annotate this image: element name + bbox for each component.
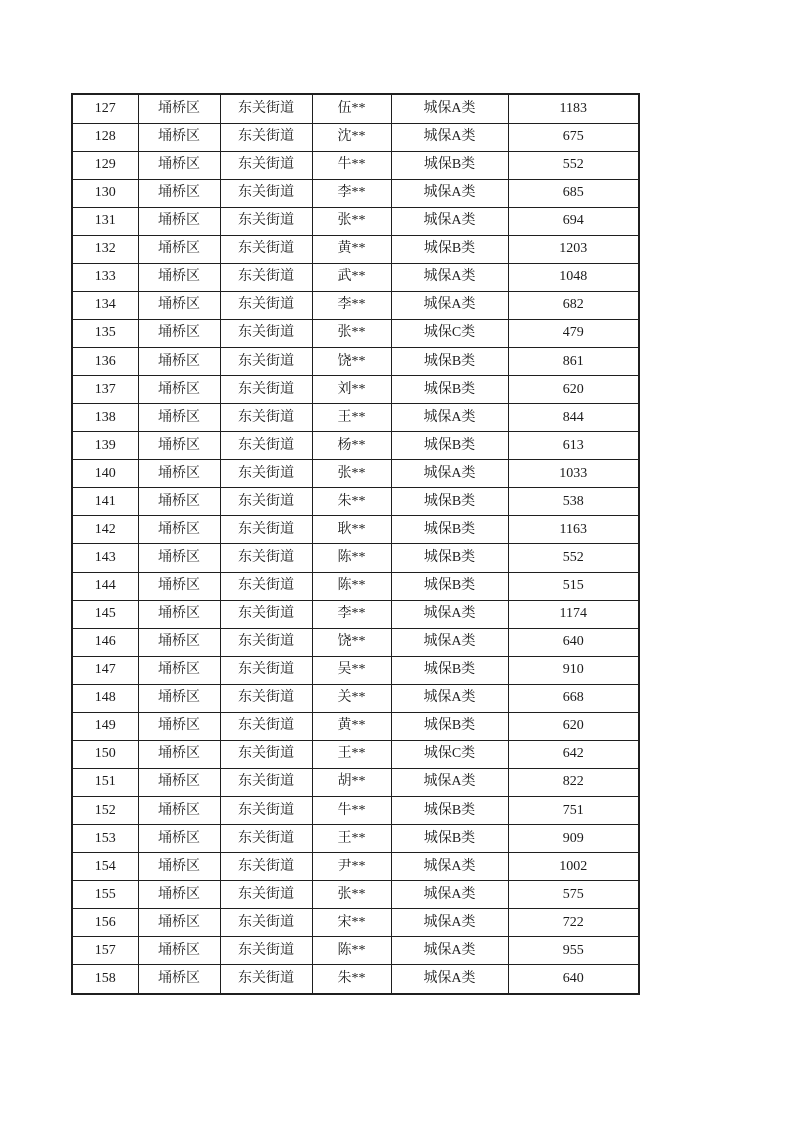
- cell-name: 牛**: [312, 797, 391, 825]
- cell-amount: 861: [508, 348, 639, 376]
- table-row: [72, 881, 639, 909]
- cell-index: 155: [72, 881, 138, 909]
- table-row: [72, 179, 639, 207]
- cell-street: 东关街道: [220, 572, 312, 600]
- cell-index: 132: [72, 235, 138, 263]
- cell-index: 156: [72, 909, 138, 937]
- cell-name: 宋**: [312, 909, 391, 937]
- cell-street: 东关街道: [220, 740, 312, 768]
- table-row: [72, 712, 639, 740]
- cell-amount: 620: [508, 376, 639, 404]
- cell-category: 城保B类: [391, 797, 508, 825]
- cell-amount: 910: [508, 656, 639, 684]
- cell-street: 东关街道: [220, 768, 312, 796]
- cell-category: 城保B类: [391, 656, 508, 684]
- cell-category: 城保A类: [391, 179, 508, 207]
- cell-index: 140: [72, 460, 138, 488]
- cell-name: 陈**: [312, 572, 391, 600]
- cell-index: 138: [72, 404, 138, 432]
- table-row: [72, 432, 639, 460]
- cell-street: 东关街道: [220, 853, 312, 881]
- cell-amount: 575: [508, 881, 639, 909]
- cell-amount: 822: [508, 768, 639, 796]
- cell-category: 城保B类: [391, 544, 508, 572]
- cell-name: 朱**: [312, 965, 391, 994]
- cell-index: 133: [72, 263, 138, 291]
- cell-index: 143: [72, 544, 138, 572]
- cell-amount: 640: [508, 628, 639, 656]
- cell-district: 埇桥区: [138, 404, 220, 432]
- cell-district: 埇桥区: [138, 207, 220, 235]
- cell-index: 158: [72, 965, 138, 994]
- cell-district: 埇桥区: [138, 797, 220, 825]
- cell-amount: 682: [508, 291, 639, 319]
- cell-street: 东关街道: [220, 348, 312, 376]
- cell-street: 东关街道: [220, 656, 312, 684]
- cell-street: 东关街道: [220, 488, 312, 516]
- cell-category: 城保B类: [391, 235, 508, 263]
- cell-district: 埇桥区: [138, 348, 220, 376]
- table-row: [72, 291, 639, 319]
- cell-index: 139: [72, 432, 138, 460]
- cell-street: 东关街道: [220, 544, 312, 572]
- cell-index: 128: [72, 123, 138, 151]
- cell-district: 埇桥区: [138, 600, 220, 628]
- cell-street: 东关街道: [220, 123, 312, 151]
- table-row: [72, 797, 639, 825]
- cell-category: 城保B类: [391, 376, 508, 404]
- cell-amount: 538: [508, 488, 639, 516]
- table-row: [72, 319, 639, 347]
- cell-street: 东关街道: [220, 881, 312, 909]
- table-row: [72, 965, 639, 994]
- cell-category: 城保B类: [391, 825, 508, 853]
- cell-district: 埇桥区: [138, 965, 220, 994]
- cell-category: 城保A类: [391, 881, 508, 909]
- table-row: [72, 825, 639, 853]
- cell-district: 埇桥区: [138, 684, 220, 712]
- cell-category: 城保B类: [391, 712, 508, 740]
- cell-amount: 751: [508, 797, 639, 825]
- cell-name: 吴**: [312, 656, 391, 684]
- cell-district: 埇桥区: [138, 291, 220, 319]
- cell-category: 城保A类: [391, 263, 508, 291]
- cell-street: 东关街道: [220, 376, 312, 404]
- roster-table-container: [71, 93, 640, 995]
- cell-index: 144: [72, 572, 138, 600]
- cell-street: 东关街道: [220, 684, 312, 712]
- cell-district: 埇桥区: [138, 516, 220, 544]
- cell-index: 152: [72, 797, 138, 825]
- cell-street: 东关街道: [220, 797, 312, 825]
- cell-name: 黄**: [312, 712, 391, 740]
- cell-name: 饶**: [312, 628, 391, 656]
- cell-amount: 515: [508, 572, 639, 600]
- table-row: [72, 628, 639, 656]
- table-row: [72, 600, 639, 628]
- cell-category: 城保B类: [391, 348, 508, 376]
- table-row: [72, 207, 639, 235]
- cell-street: 东关街道: [220, 179, 312, 207]
- cell-category: 城保B类: [391, 572, 508, 600]
- cell-street: 东关街道: [220, 712, 312, 740]
- cell-street: 东关街道: [220, 151, 312, 179]
- table-row: [72, 263, 639, 291]
- cell-district: 埇桥区: [138, 909, 220, 937]
- cell-name: 耿**: [312, 516, 391, 544]
- cell-amount: 675: [508, 123, 639, 151]
- cell-name: 张**: [312, 881, 391, 909]
- cell-district: 埇桥区: [138, 179, 220, 207]
- cell-name: 尹**: [312, 853, 391, 881]
- cell-name: 刘**: [312, 376, 391, 404]
- table-row: [72, 376, 639, 404]
- cell-index: 148: [72, 684, 138, 712]
- cell-district: 埇桥区: [138, 656, 220, 684]
- cell-index: 149: [72, 712, 138, 740]
- cell-district: 埇桥区: [138, 544, 220, 572]
- cell-index: 130: [72, 179, 138, 207]
- cell-index: 142: [72, 516, 138, 544]
- cell-district: 埇桥区: [138, 572, 220, 600]
- cell-index: 150: [72, 740, 138, 768]
- cell-category: 城保A类: [391, 909, 508, 937]
- cell-index: 134: [72, 291, 138, 319]
- cell-category: 城保A类: [391, 207, 508, 235]
- cell-amount: 844: [508, 404, 639, 432]
- cell-name: 杨**: [312, 432, 391, 460]
- benefit-roster-table: [71, 93, 640, 995]
- cell-index: 136: [72, 348, 138, 376]
- cell-amount: 1033: [508, 460, 639, 488]
- cell-name: 王**: [312, 825, 391, 853]
- cell-category: 城保A类: [391, 123, 508, 151]
- cell-category: 城保A类: [391, 937, 508, 965]
- table-row: [72, 516, 639, 544]
- table-row: [72, 94, 639, 123]
- cell-name: 黄**: [312, 235, 391, 263]
- table-row: [72, 684, 639, 712]
- cell-street: 东关街道: [220, 319, 312, 347]
- cell-district: 埇桥区: [138, 432, 220, 460]
- cell-amount: 620: [508, 712, 639, 740]
- cell-name: 饶**: [312, 348, 391, 376]
- cell-name: 胡**: [312, 768, 391, 796]
- cell-district: 埇桥区: [138, 853, 220, 881]
- cell-amount: 685: [508, 179, 639, 207]
- table-row: [72, 768, 639, 796]
- cell-amount: 640: [508, 965, 639, 994]
- cell-category: 城保A类: [391, 628, 508, 656]
- cell-category: 城保B类: [391, 151, 508, 179]
- cell-index: 153: [72, 825, 138, 853]
- cell-name: 张**: [312, 460, 391, 488]
- cell-category: 城保A类: [391, 94, 508, 123]
- cell-district: 埇桥区: [138, 768, 220, 796]
- cell-index: 154: [72, 853, 138, 881]
- cell-name: 李**: [312, 179, 391, 207]
- cell-category: 城保B类: [391, 432, 508, 460]
- table-row: [72, 235, 639, 263]
- cell-district: 埇桥区: [138, 263, 220, 291]
- cell-index: 147: [72, 656, 138, 684]
- table-row: [72, 123, 639, 151]
- cell-name: 张**: [312, 319, 391, 347]
- cell-district: 埇桥区: [138, 712, 220, 740]
- cell-district: 埇桥区: [138, 319, 220, 347]
- cell-amount: 552: [508, 151, 639, 179]
- cell-name: 武**: [312, 263, 391, 291]
- cell-street: 东关街道: [220, 460, 312, 488]
- cell-name: 伍**: [312, 94, 391, 123]
- cell-district: 埇桥区: [138, 94, 220, 123]
- table-row: [72, 404, 639, 432]
- cell-name: 李**: [312, 291, 391, 319]
- cell-street: 东关街道: [220, 207, 312, 235]
- table-row: [72, 460, 639, 488]
- cell-name: 沈**: [312, 123, 391, 151]
- cell-street: 东关街道: [220, 965, 312, 994]
- cell-street: 东关街道: [220, 235, 312, 263]
- cell-street: 东关街道: [220, 825, 312, 853]
- cell-street: 东关街道: [220, 291, 312, 319]
- cell-amount: 1174: [508, 600, 639, 628]
- cell-index: 157: [72, 937, 138, 965]
- cell-index: 145: [72, 600, 138, 628]
- cell-index: 146: [72, 628, 138, 656]
- cell-street: 东关街道: [220, 263, 312, 291]
- cell-amount: 642: [508, 740, 639, 768]
- cell-street: 东关街道: [220, 909, 312, 937]
- cell-category: 城保B类: [391, 488, 508, 516]
- table-row: [72, 909, 639, 937]
- cell-category: 城保A类: [391, 684, 508, 712]
- cell-amount: 694: [508, 207, 639, 235]
- cell-district: 埇桥区: [138, 460, 220, 488]
- cell-amount: 955: [508, 937, 639, 965]
- table-row: [72, 937, 639, 965]
- cell-district: 埇桥区: [138, 628, 220, 656]
- cell-district: 埇桥区: [138, 151, 220, 179]
- cell-name: 李**: [312, 600, 391, 628]
- cell-name: 陈**: [312, 544, 391, 572]
- cell-amount: 668: [508, 684, 639, 712]
- cell-name: 朱**: [312, 488, 391, 516]
- table-row: [72, 488, 639, 516]
- table-row: [72, 348, 639, 376]
- cell-index: 135: [72, 319, 138, 347]
- cell-index: 127: [72, 94, 138, 123]
- cell-street: 东关街道: [220, 516, 312, 544]
- cell-district: 埇桥区: [138, 740, 220, 768]
- cell-street: 东关街道: [220, 628, 312, 656]
- cell-amount: 1203: [508, 235, 639, 263]
- cell-category: 城保A类: [391, 404, 508, 432]
- cell-district: 埇桥区: [138, 825, 220, 853]
- cell-street: 东关街道: [220, 937, 312, 965]
- cell-district: 埇桥区: [138, 937, 220, 965]
- cell-index: 129: [72, 151, 138, 179]
- table-row: [72, 740, 639, 768]
- cell-amount: 1163: [508, 516, 639, 544]
- cell-category: 城保A类: [391, 768, 508, 796]
- cell-name: 关**: [312, 684, 391, 712]
- cell-index: 151: [72, 768, 138, 796]
- cell-name: 牛**: [312, 151, 391, 179]
- cell-category: 城保A类: [391, 460, 508, 488]
- cell-street: 东关街道: [220, 432, 312, 460]
- cell-category: 城保A类: [391, 600, 508, 628]
- cell-amount: 479: [508, 319, 639, 347]
- table-row: [72, 656, 639, 684]
- cell-index: 137: [72, 376, 138, 404]
- table-row: [72, 853, 639, 881]
- cell-name: 王**: [312, 404, 391, 432]
- cell-district: 埇桥区: [138, 488, 220, 516]
- cell-amount: 1048: [508, 263, 639, 291]
- cell-district: 埇桥区: [138, 376, 220, 404]
- cell-amount: 552: [508, 544, 639, 572]
- cell-district: 埇桥区: [138, 123, 220, 151]
- cell-category: 城保A类: [391, 853, 508, 881]
- cell-category: 城保A类: [391, 291, 508, 319]
- cell-street: 东关街道: [220, 94, 312, 123]
- cell-name: 王**: [312, 740, 391, 768]
- cell-district: 埇桥区: [138, 881, 220, 909]
- cell-amount: 722: [508, 909, 639, 937]
- cell-amount: 613: [508, 432, 639, 460]
- cell-district: 埇桥区: [138, 235, 220, 263]
- cell-category: 城保C类: [391, 740, 508, 768]
- cell-amount: 1002: [508, 853, 639, 881]
- cell-category: 城保C类: [391, 319, 508, 347]
- cell-index: 131: [72, 207, 138, 235]
- cell-street: 东关街道: [220, 600, 312, 628]
- cell-name: 张**: [312, 207, 391, 235]
- roster-table-body: [72, 94, 639, 994]
- table-row: [72, 151, 639, 179]
- cell-name: 陈**: [312, 937, 391, 965]
- cell-category: 城保B类: [391, 516, 508, 544]
- cell-amount: 1183: [508, 94, 639, 123]
- cell-category: 城保A类: [391, 965, 508, 994]
- cell-street: 东关街道: [220, 404, 312, 432]
- cell-amount: 909: [508, 825, 639, 853]
- table-row: [72, 572, 639, 600]
- table-row: [72, 544, 639, 572]
- cell-index: 141: [72, 488, 138, 516]
